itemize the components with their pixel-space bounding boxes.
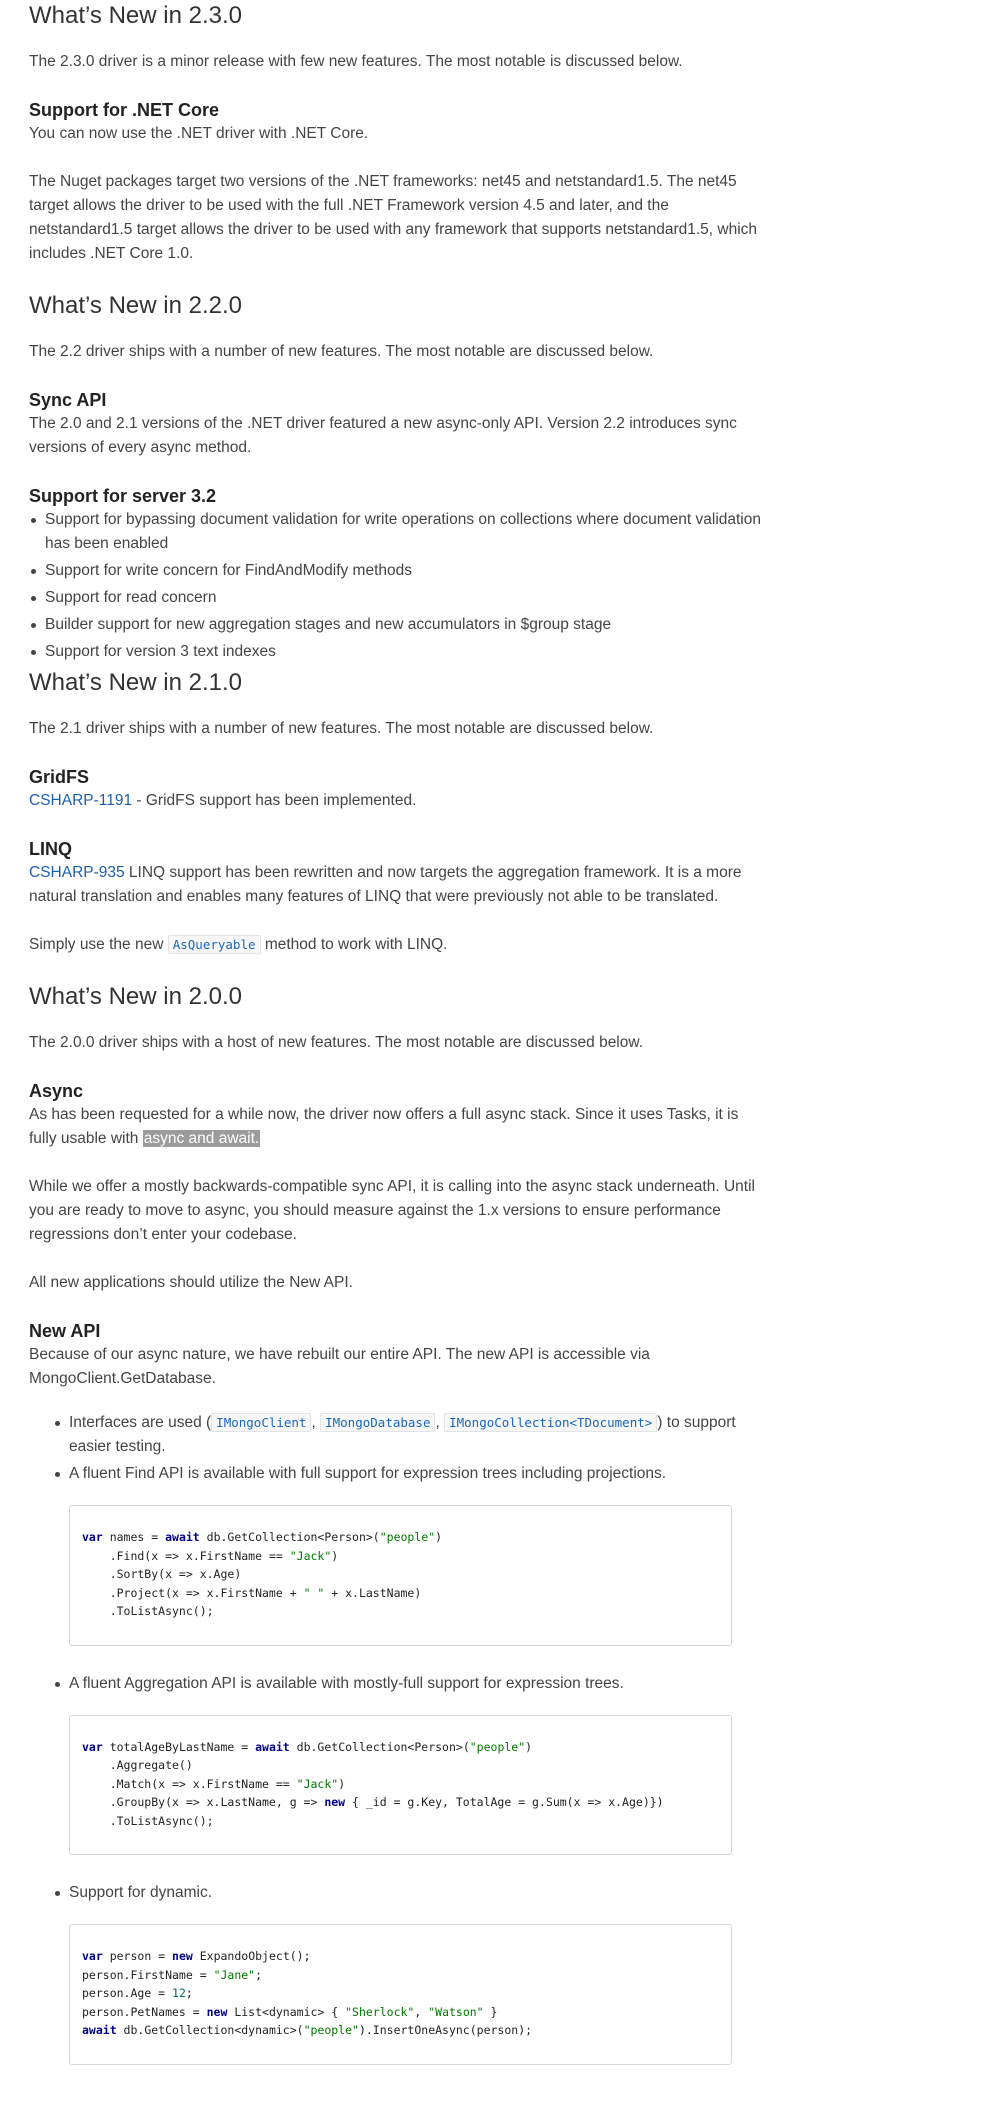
heading-server-3-2: Support for server 3.2 <box>29 486 217 506</box>
netcore-paragraph-2: The Nuget packages target two versions of the .NET frameworks: net45 and netstandard1.5. The net45 target allows the driver to be used with the full .NET Framework version 4.5 and later, and the netstandard1.5 target allows the driver to be used with any framework that supports netstandard1.5, which includes .NET Core 1.0. <box>29 173 758 262</box>
newapi-paragraph: Because of our async nature, we have rebuilt our entire API. The new API is accessible via MongoClient.GetDatabase. <box>29 1346 650 1387</box>
list-item: Support for write concern for FindAndModify methods <box>29 559 769 583</box>
csharp-1191-link[interactable]: CSHARP-1191 <box>29 792 133 809</box>
linq-paragraph <box>29 861 769 909</box>
linq-text: LINQ support has been rewritten and now targets the aggregation framework. It is a more natural translation and enables many features of LINQ that were previously not able to be translated. <box>29 864 742 905</box>
imongocollection-code: IMongoCollection<TDocument> <box>444 1413 657 1432</box>
sync-paragraph: The 2.0 and 2.1 versions of the .NET driver featured a new async-only API. Version 2.2 introduces sync versions of every async method. <box>29 415 737 456</box>
item1-sep1: , <box>311 1414 321 1431</box>
intro-2-2-0: The 2.2 driver ships with a number of new features. The most notable are discussed below. <box>29 343 654 360</box>
new-api-list <box>29 1411 769 1486</box>
section-title-2-1-0: What’s New in 2.1.0 <box>29 669 242 696</box>
highlighted-selection: async and await. <box>143 1130 260 1147</box>
section-title-2-3-0: What’s New in 2.3.0 <box>29 2 242 29</box>
gridfs-paragraph <box>29 789 769 813</box>
list-item <box>29 1411 769 1459</box>
heading-gridfs: GridFS <box>29 767 90 787</box>
async-paragraph-1 <box>29 1103 769 1151</box>
async-paragraph-2: While we offer a mostly backwards-compatible sync API, it is calling into the async stack underneath. Until you are ready to move to async, you should measure against the 1.x versions to ensure performance regressions don’t enter your codebase. <box>29 1178 755 1243</box>
list-item: A fluent Find API is available with full support for expression trees including projections. <box>29 1462 769 1486</box>
asqueryable-code: AsQueryable <box>168 935 261 954</box>
imongoclient-code: IMongoClient <box>211 1413 311 1432</box>
gridfs-text: - GridFS support has been implemented. <box>132 792 417 809</box>
list-item: Builder support for new aggregation stages and new accumulators in $group stage <box>29 613 769 637</box>
list-item: Support for read concern <box>29 586 769 610</box>
item1-post: ) to support easier testing. <box>69 1414 736 1455</box>
async-text: As has been requested for a while now, the driver now offers a full async stack. Since it uses Tasks, it is fully usable with <box>29 1106 739 1147</box>
intro-2-3-0: The 2.3.0 driver is a minor release with few new features. The most notable is discussed below. <box>29 53 683 70</box>
server-3-2-list <box>29 508 769 664</box>
csharp-935-link[interactable]: CSHARP-935 <box>29 864 125 881</box>
list-item: Support for dynamic. <box>29 1881 769 1905</box>
item1-sep2: , <box>435 1414 445 1431</box>
async-paragraph-3: All new applications should utilize the New API. <box>29 1274 353 1291</box>
intro-2-1-0: The 2.1 driver ships with a number of new features. The most notable are discussed below. <box>29 720 654 737</box>
list-item: A fluent Aggregation API is available with mostly-full support for expression trees. <box>29 1672 769 1696</box>
heading-new-api: New API <box>29 1321 101 1341</box>
intro-2-0-0: The 2.0.0 driver ships with a host of new features. The most notable are discussed below. <box>29 1034 644 1051</box>
imongodatabase-code: IMongoDatabase <box>320 1413 435 1432</box>
new-api-list-3 <box>29 1881 769 1905</box>
list-item: Support for bypassing document validation for write operations on collections where document validation has been enabled <box>29 508 769 556</box>
heading-async: Async <box>29 1081 84 1101</box>
list-item: Support for version 3 text indexes <box>29 640 769 664</box>
item1-pre: Interfaces are used ( <box>69 1414 212 1431</box>
code-block-aggregate: var totalAgeByLastName = await db.GetCollection<Person>("people") .Aggregate() .Match(x => x.FirstName == "Jack") .GroupBy(x => x.LastName, g => new { _id = g.Key, TotalAge = g.Sum(x => x.Age)}) .ToListAsync(); <box>69 1715 732 1856</box>
section-title-2-0-0: What’s New in 2.0.0 <box>29 983 242 1010</box>
asqueryable-paragraph <box>29 933 769 957</box>
code-block-dynamic: var person = new ExpandoObject(); person.FirstName = "Jane"; person.Age = 12; person.PetNames = new List<dynamic> { "Sherlock", "Watson" } await db.GetCollection<dynamic>("people").InsertOneAsync(person); <box>69 1924 732 2065</box>
heading-sync-api: Sync API <box>29 390 107 410</box>
heading-linq: LINQ <box>29 839 72 859</box>
simply-post: method to work with LINQ. <box>260 936 448 953</box>
new-api-list-2 <box>29 1672 769 1696</box>
section-title-2-2-0: What’s New in 2.2.0 <box>29 292 242 319</box>
code-block-find: var names = await db.GetCollection<Person>("people") .Find(x => x.FirstName == "Jack") .SortBy(x => x.Age) .Project(x => x.FirstName + " " + x.LastName) .ToListAsync(); <box>69 1505 732 1646</box>
simply-pre: Simply use the new <box>29 936 168 953</box>
heading-net-core: Support for .NET Core <box>29 100 219 120</box>
netcore-paragraph-1: You can now use the .NET driver with .NET Core. <box>29 125 369 142</box>
